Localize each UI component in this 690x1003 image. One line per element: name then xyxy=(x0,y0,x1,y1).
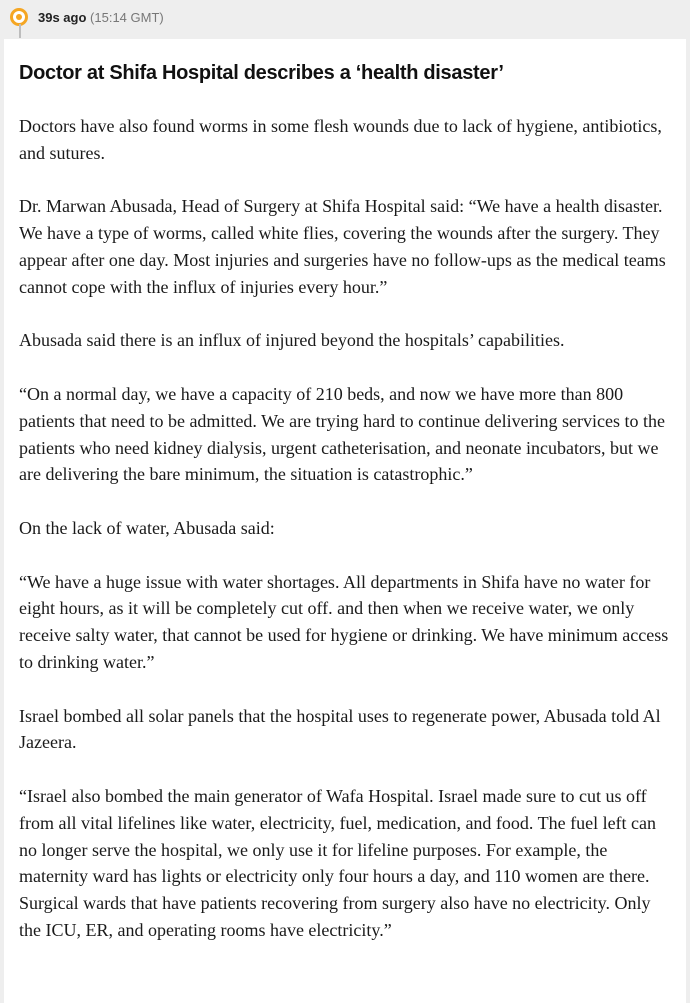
timestamp-clock: (15:14 GMT) xyxy=(90,10,164,25)
live-update-card xyxy=(4,39,686,1003)
post-timestamp xyxy=(38,10,164,25)
paragraph: “Israel also bombed the main generator of Wafa Hospital. Israel made sure to cut us off from all vital lifelines like water, electricity, fuel, medication, and food. The fuel left can no longer serve the hospital, we only use it for lifeline purposes. For example, the maternity ward has lights or electricity only four hours a day, and 110 women are there. Surgical wards that have patients recovering from surgery also have no electricity. Only the ICU, ER, and operating rooms have electricity.” xyxy=(19,785,657,940)
paragraph: “We have a huge issue with water shortages. All departments in Shifa have no water for eight hours, as it will be completely cut off. and then when we receive water, we only receive salty water, that cannot be used for hygiene or drinking. We have minimum access to drinking water.” xyxy=(19,571,669,672)
paragraph: On the lack of water, Abusada said: xyxy=(19,517,275,538)
timeline-line xyxy=(19,24,21,38)
paragraph: Abusada said there is an influx of injured beyond the hospitals’ capabilities. xyxy=(19,330,565,351)
paragraph: Israel bombed all solar panels that the hospital uses to regenerate power, Abusada told Al Jazeera. xyxy=(19,705,661,753)
timestamp-relative: 39s ago xyxy=(38,10,87,25)
post-body xyxy=(19,113,672,944)
post-headline: Doctor at Shifa Hospital describes a ‘health disaster’ xyxy=(19,62,504,84)
paragraph: “On a normal day, we have a capacity of 210 beds, and now we have more than 800 patients that need to be admitted. We are trying hard to continue delivering services to the patients who need kidney dialysis, urgent catheterisation, and neonate incubators, but we are delivering the bare minimum, the situation is catastrophic.” xyxy=(19,383,666,485)
paragraph: Doctors have also found worms in some flesh wounds due to lack of hygiene, antibiotics, and sutures. xyxy=(19,116,662,163)
paragraph: Dr. Marwan Abusada, Head of Surgery at Shifa Hospital said: “We have a health disaster. We have a type of worms, called white flies, covering the wounds after the surgery. They appear after one day. Most injuries and surgeries have no follow-ups as the medical teams cannot cope with the influx of injuries every hour.” xyxy=(19,196,666,297)
